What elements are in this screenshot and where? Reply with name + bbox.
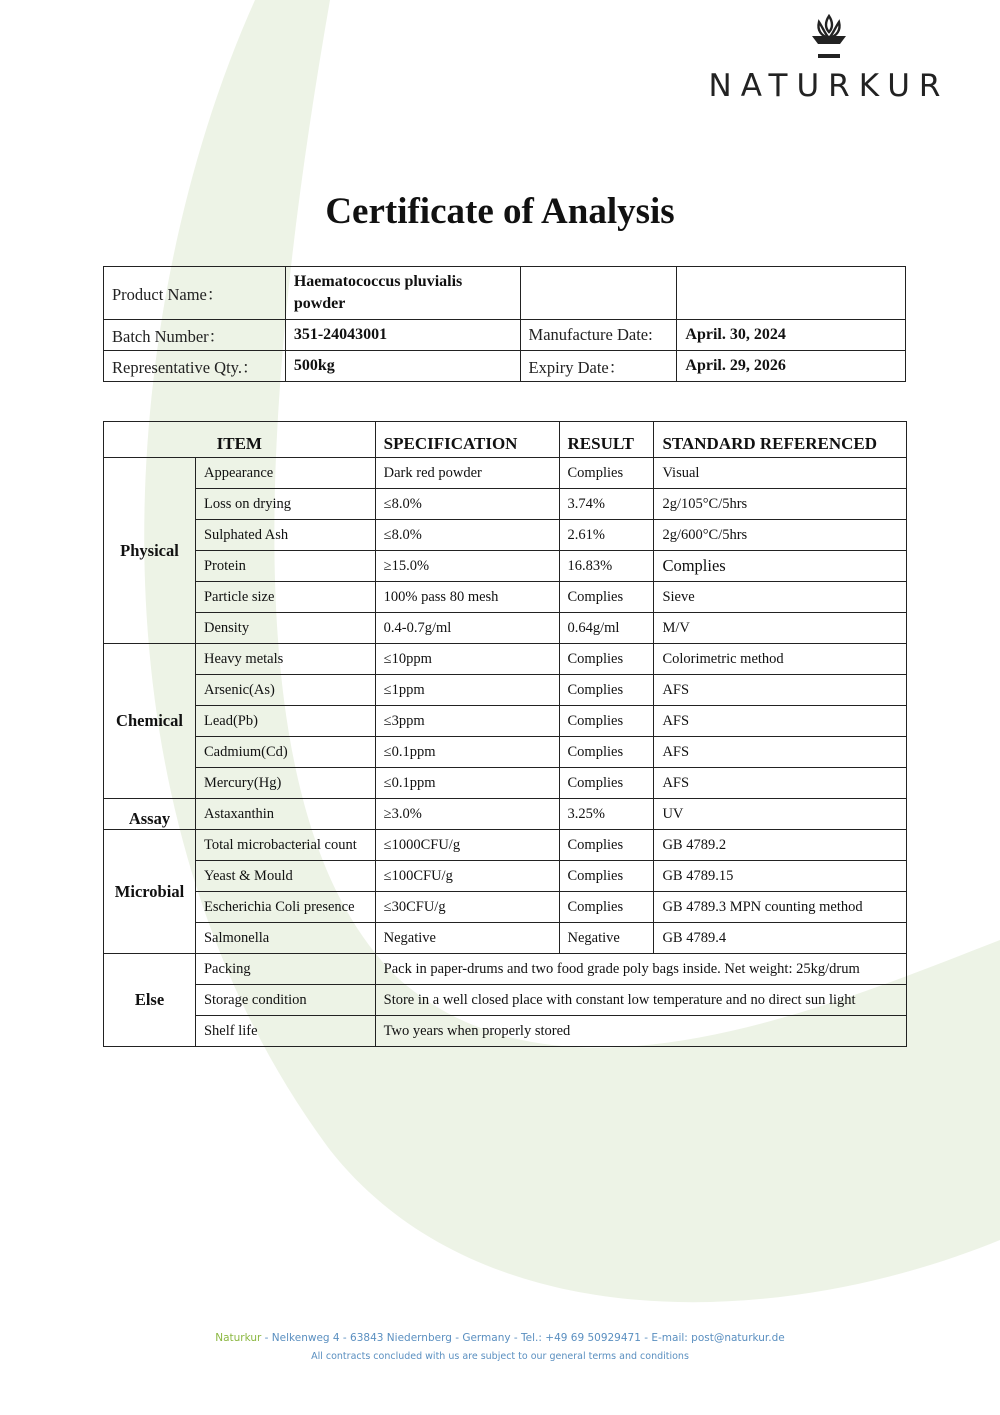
table-row xyxy=(104,520,907,551)
table-row xyxy=(104,551,907,582)
result-cell: Complies xyxy=(559,892,654,923)
result-cell: 0.64g/ml xyxy=(559,613,654,644)
analysis-body xyxy=(104,458,907,1047)
specification-cell: ≤100CFU/g xyxy=(375,861,559,892)
item-cell: Loss on drying xyxy=(195,489,375,520)
table-row xyxy=(104,737,907,768)
product-name-value: Haematococcus pluvialis powder xyxy=(285,267,520,320)
standard-cell: 2g/105°C/5hrs xyxy=(654,489,907,520)
table-row xyxy=(104,923,907,954)
item-cell: Astaxanthin xyxy=(195,799,375,830)
footer-contact xyxy=(0,1332,1000,1344)
category-cell: Chemical xyxy=(104,644,196,799)
standard-cell: Colorimetric method xyxy=(654,644,907,675)
specification-cell: ≤30CFU/g xyxy=(375,892,559,923)
result-cell: Negative xyxy=(559,923,654,954)
specification-cell: ≤3ppm xyxy=(375,706,559,737)
brand-logo xyxy=(684,14,974,114)
item-cell: Sulphated Ash xyxy=(195,520,375,551)
standard-cell: GB 4789.2 xyxy=(654,830,907,861)
page-title: Certificate of Analysis xyxy=(325,191,675,232)
product-name-label: Product Name： xyxy=(104,267,286,320)
specification-cell: ≤1000CFU/g xyxy=(375,830,559,861)
table-row xyxy=(104,644,907,675)
result-cell: Complies xyxy=(559,644,654,675)
item-cell: Packing xyxy=(195,954,375,985)
category-cell: Else xyxy=(104,954,196,1047)
table-row xyxy=(104,582,907,613)
table-row xyxy=(104,799,907,830)
category-cell: Microbial xyxy=(104,830,196,954)
result-cell: Complies xyxy=(559,737,654,768)
item-cell: Density xyxy=(195,613,375,644)
item-cell: Lead(Pb) xyxy=(195,706,375,737)
item-cell: Yeast & Mould xyxy=(195,861,375,892)
expiry-date-label: Expiry Date： xyxy=(520,351,677,382)
footer-address: - Nelkenweg 4 - 63843 Niedernberg - Germany - Tel.: +49 69 50929471 - E-mail: post@naturkur.de xyxy=(261,1332,785,1344)
analysis-table xyxy=(103,421,907,1047)
standard-cell: M/V xyxy=(654,613,907,644)
item-cell: Escherichia Coli presence xyxy=(195,892,375,923)
table-row xyxy=(104,675,907,706)
header-item: ITEM xyxy=(104,422,376,458)
result-cell: Complies xyxy=(559,861,654,892)
specification-cell: ≥15.0% xyxy=(375,551,559,582)
table-row xyxy=(104,861,907,892)
table-row xyxy=(104,830,907,861)
specification-cell: Negative xyxy=(375,923,559,954)
standard-cell: GB 4789.15 xyxy=(654,861,907,892)
standard-cell: Visual xyxy=(654,458,907,489)
specification-cell: ≤0.1ppm xyxy=(375,737,559,768)
specification-cell: ≤8.0% xyxy=(375,520,559,551)
manufacture-date-label: Manufacture Date: xyxy=(520,320,677,351)
specification-cell: 100% pass 80 mesh xyxy=(375,582,559,613)
header-specification: SPECIFICATION xyxy=(375,422,559,458)
standard-cell: 2g/600°C/5hrs xyxy=(654,520,907,551)
specification-cell: ≤8.0% xyxy=(375,489,559,520)
item-cell: Cadmium(Cd) xyxy=(195,737,375,768)
item-cell: Particle size xyxy=(195,582,375,613)
item-cell: Appearance xyxy=(195,458,375,489)
specification-cell: ≤10ppm xyxy=(375,644,559,675)
table-row xyxy=(104,613,907,644)
table-row xyxy=(104,706,907,737)
batch-number-value: 351-24043001 xyxy=(285,320,520,351)
item-cell: Mercury(Hg) xyxy=(195,768,375,799)
item-cell: Shelf life xyxy=(195,1016,375,1047)
lotus-crown-icon xyxy=(809,14,849,62)
product-info-table xyxy=(103,266,906,382)
specification-cell: Pack in paper-drums and two food grade poly bags inside. Net weight: 25kg/drum xyxy=(375,954,906,985)
specification-cell: Two years when properly stored xyxy=(375,1016,906,1047)
specification-cell: ≤1ppm xyxy=(375,675,559,706)
representative-qty-value: 500kg xyxy=(285,351,520,382)
standard-cell: GB 4789.3 MPN counting method xyxy=(654,892,907,923)
result-cell: 3.74% xyxy=(559,489,654,520)
table-row xyxy=(104,892,907,923)
table-row xyxy=(104,1016,907,1047)
result-cell: Complies xyxy=(559,830,654,861)
standard-cell: AFS xyxy=(654,706,907,737)
batch-number-label: Batch Number： xyxy=(104,320,286,351)
standard-cell: AFS xyxy=(654,768,907,799)
header-standard: STANDARD REFERENCED xyxy=(654,422,907,458)
item-cell: Heavy metals xyxy=(195,644,375,675)
result-cell: 2.61% xyxy=(559,520,654,551)
specification-cell: ≥3.0% xyxy=(375,799,559,830)
table-row xyxy=(104,458,907,489)
item-cell: Total microbacterial count xyxy=(195,830,375,861)
category-cell: Assay xyxy=(104,799,196,830)
result-cell: 3.25% xyxy=(559,799,654,830)
table-row xyxy=(104,954,907,985)
table-row xyxy=(104,768,907,799)
standard-cell: Complies xyxy=(654,551,907,582)
result-cell: Complies xyxy=(559,768,654,799)
item-cell: Protein xyxy=(195,551,375,582)
specification-cell: ≤0.1ppm xyxy=(375,768,559,799)
representative-qty-label: Representative Qty.： xyxy=(104,351,286,382)
result-cell: Complies xyxy=(559,706,654,737)
standard-cell: UV xyxy=(654,799,907,830)
result-cell: 16.83% xyxy=(559,551,654,582)
standard-cell: AFS xyxy=(654,675,907,706)
item-cell: Salmonella xyxy=(195,923,375,954)
expiry-date-value: April. 29, 2026 xyxy=(677,351,906,382)
table-row xyxy=(104,489,907,520)
specification-cell: Store in a well closed place with constant low temperature and no direct sun light xyxy=(375,985,906,1016)
result-cell: Complies xyxy=(559,582,654,613)
footer-terms: All contracts concluded with us are subject to our general terms and conditions xyxy=(311,1351,689,1362)
item-cell: Arsenic(As) xyxy=(195,675,375,706)
specification-cell: Dark red powder xyxy=(375,458,559,489)
manufacture-date-value: April. 30, 2024 xyxy=(677,320,906,351)
header-result: RESULT xyxy=(559,422,654,458)
category-cell: Physical xyxy=(104,458,196,644)
result-cell: Complies xyxy=(559,675,654,706)
table-row xyxy=(104,985,907,1016)
footer-brand: Naturkur xyxy=(215,1332,262,1344)
brand-wordmark: NATURKUR xyxy=(708,68,950,104)
standard-cell: GB 4789.4 xyxy=(654,923,907,954)
standard-cell: Sieve xyxy=(654,582,907,613)
item-cell: Storage condition xyxy=(195,985,375,1016)
result-cell: Complies xyxy=(559,458,654,489)
specification-cell: 0.4-0.7g/ml xyxy=(375,613,559,644)
standard-cell: AFS xyxy=(654,737,907,768)
